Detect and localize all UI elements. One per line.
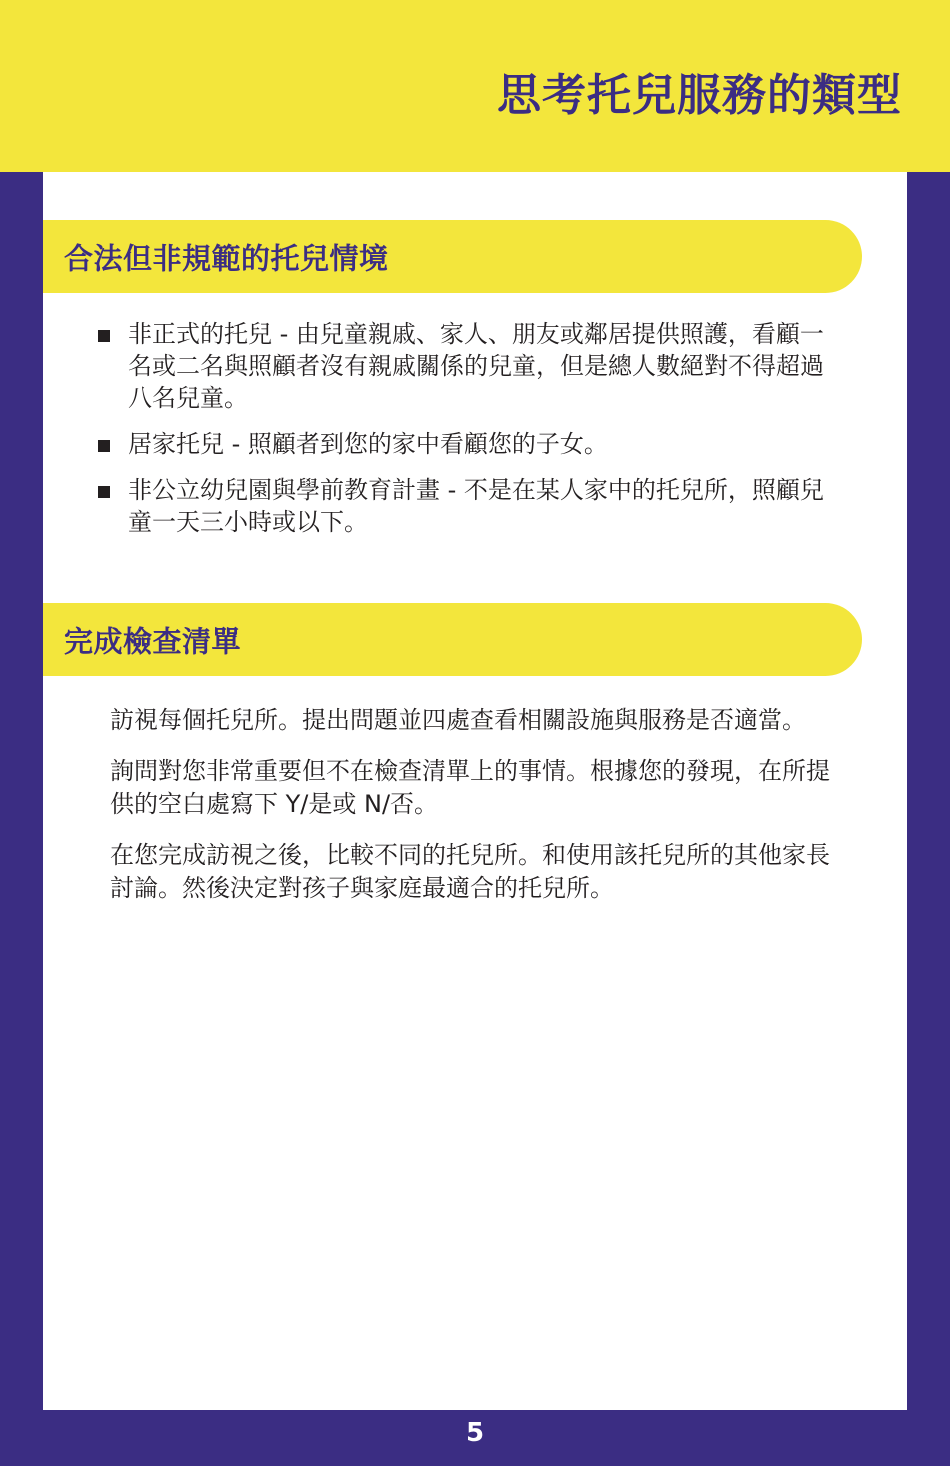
list-item <box>96 474 836 538</box>
paragraph: 在您完成訪視之後，比較不同的托兒所。和使用該托兒所的其他家長討論。然後決定對孩子與家庭最適合的托兒所。 <box>110 841 830 902</box>
list-item-text: 居家托兒 - 照顧者到您的家中看顧您的子女。 <box>128 430 608 458</box>
square-bullet-icon <box>98 440 110 452</box>
square-bullet-icon <box>98 486 110 498</box>
list-item <box>96 428 836 460</box>
section-header-checklist <box>43 603 862 676</box>
bullet-list <box>96 318 836 552</box>
list-item-text: 非正式的托兒 - 由兒童親戚、家人、朋友或鄰居提供照護，看顧一名或二名與照顧者沒有親戚關係的兒童，但是總人數絕對不得超過八名兒童。 <box>128 320 824 412</box>
checklist-instructions <box>110 704 830 923</box>
paragraph: 詢問對您非常重要但不在檢查清單上的事情。根據您的發現，在所提供的空白處寫下 Y/是或 N/否。 <box>110 757 830 818</box>
top-banner <box>0 0 950 172</box>
square-bullet-icon <box>98 330 110 342</box>
section-heading: 合法但非規範的托兒情境 <box>64 241 389 275</box>
paragraph: 訪視每個托兒所。提出問題並四處查看相關設施與服務是否適當。 <box>110 706 806 734</box>
list-item <box>96 318 836 414</box>
section-heading: 完成檢查清單 <box>64 624 242 658</box>
list-item-text: 非公立幼兒園與學前教育計畫 - 不是在某人家中的托兒所，照顧兒童一天三小時或以下。 <box>128 476 824 536</box>
section-header-legal-nonregulated <box>43 220 862 293</box>
page-title: 思考托兒服務的類型 <box>497 70 902 121</box>
page-number: 5 <box>465 1418 485 1448</box>
